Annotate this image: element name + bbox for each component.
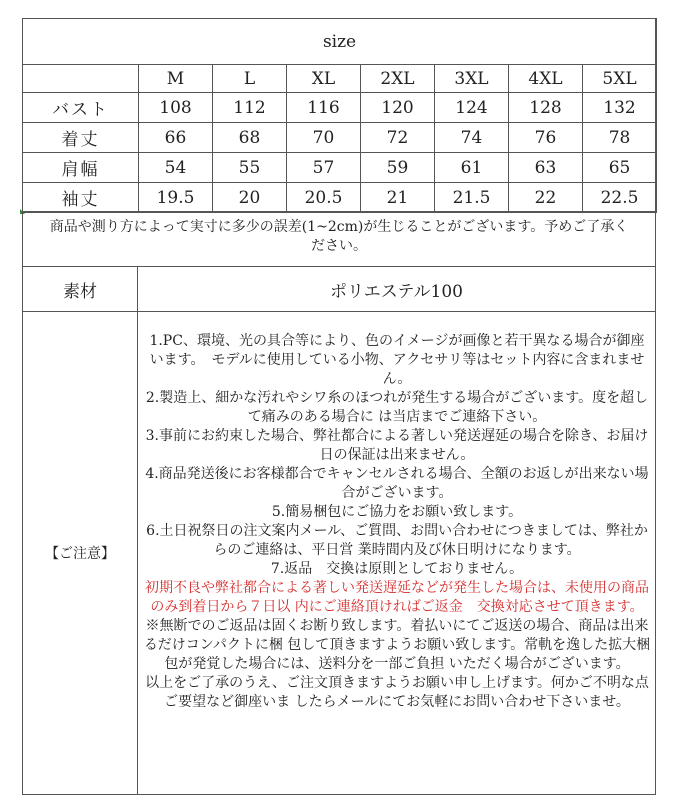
table-row <box>23 153 657 183</box>
table-row <box>23 183 657 213</box>
table-cell: 78 <box>583 123 657 153</box>
caution-closing: 以上をご了承のうえ、ご注文頂きますようお願い申し上げます。何かご不明な点 ご要望など御座いま したらメールにてお気軽にお問い合わせ下さいませ。 <box>145 675 663 710</box>
column-header: 5XL <box>583 65 657 93</box>
table-cell: 21.5 <box>435 183 509 213</box>
caution-item: 7.返品 交換は原則としておりません。 <box>270 561 524 577</box>
table-cell: 108 <box>139 93 213 123</box>
table-cell: 22 <box>509 183 583 213</box>
table-cell: 55 <box>213 153 287 183</box>
column-header: XL <box>287 65 361 93</box>
table-row <box>23 93 657 123</box>
table-cell: 22.5 <box>583 183 657 213</box>
table-cell: 61 <box>435 153 509 183</box>
table-cell: 74 <box>435 123 509 153</box>
size-table-title: size <box>23 19 657 65</box>
measurement-note: 商品や測り方によって実寸に多少の誤差(1~2cm)が生じることがございます。予めご了承ください。 <box>22 211 656 267</box>
caution-body <box>137 311 663 795</box>
table-cell: 63 <box>509 153 583 183</box>
caution-item: 5.簡易梱包にご協力をお願い致します。 <box>271 504 523 520</box>
column-header: L <box>213 65 287 93</box>
row-label-sleeve: 袖丈 <box>23 183 139 213</box>
caution-item: 6.土日祝祭日の注文案内メール、ご質問、お問い合わせにつきましては、弊社からのご連絡は、平日営 業時間内及び休日明けになります。 <box>146 523 648 558</box>
table-cell: 19.5 <box>139 183 213 213</box>
table-cell: 65 <box>583 153 657 183</box>
material-label: 素材 <box>22 266 138 312</box>
column-header: 3XL <box>435 65 509 93</box>
table-cell: 120 <box>361 93 435 123</box>
table-cell: 76 <box>509 123 583 153</box>
table-cell: 20 <box>213 183 287 213</box>
row-label-length: 着丈 <box>23 123 139 153</box>
caution-item: 3.事前にお約束した場合、弊社都合による著しい発送遅延の場合を除き、お届け日の保証は出来ません。 <box>145 428 649 463</box>
table-cell: 112 <box>213 93 287 123</box>
column-header: 4XL <box>509 65 583 93</box>
table-cell: 128 <box>509 93 583 123</box>
column-header: M <box>139 65 213 93</box>
row-label-bust: バスト <box>23 93 139 123</box>
table-cell: 116 <box>287 93 361 123</box>
row-label-shoulder: 肩幅 <box>23 153 139 183</box>
table-row <box>23 123 657 153</box>
column-header: 2XL <box>361 65 435 93</box>
refund-warning: 初期不良や弊社都合による著しい発送遅延などが発生した場合は、未使用の商品のみ到着日から７日以 内にご連絡頂ければご返金 交換対応させて頂きます。 <box>145 580 649 615</box>
table-cell: 72 <box>361 123 435 153</box>
table-cell: 68 <box>213 123 287 153</box>
caution-item: 1.PC、環境、光の具合等により、色のイメージが画像と若干異なる場合が御座います。 モデルに使用している小物、アクセサリ等はセット内容に含まれません。 <box>149 333 645 387</box>
caution-item: 4.商品発送後にお客様都合でキャンセルされる場合、全額のお返しが出来ない場合がございます。 <box>145 466 649 501</box>
table-cell: 124 <box>435 93 509 123</box>
header-empty-cell <box>23 65 139 93</box>
table-cell: 59 <box>361 153 435 183</box>
caution-item: 2.製造上、細かな汚れやシワ糸のほつれが発生する場合がございます。度を超して痛みのある場合に は当店までご連絡下さい。 <box>145 390 649 425</box>
caution-label: 【ご注意】 <box>22 311 138 795</box>
table-cell: 132 <box>583 93 657 123</box>
material-value: ポリエステル100 <box>137 266 656 312</box>
table-cell: 70 <box>287 123 361 153</box>
table-cell: 66 <box>139 123 213 153</box>
table-cell: 21 <box>361 183 435 213</box>
table-cell: 57 <box>287 153 361 183</box>
table-cell: 20.5 <box>287 183 361 213</box>
size-table <box>22 18 657 213</box>
table-cell: 54 <box>139 153 213 183</box>
caution-closing: ※無断でのご返品は固くお断り致します。着払いにてご返送の場合、商品は出来るだけコンパクトに梱 包して頂きますようお願い致します。常軌を逸した拡大梱包が発覚した場合には、送料分を一部ご負担 いただく場合がございます。 <box>143 618 651 672</box>
